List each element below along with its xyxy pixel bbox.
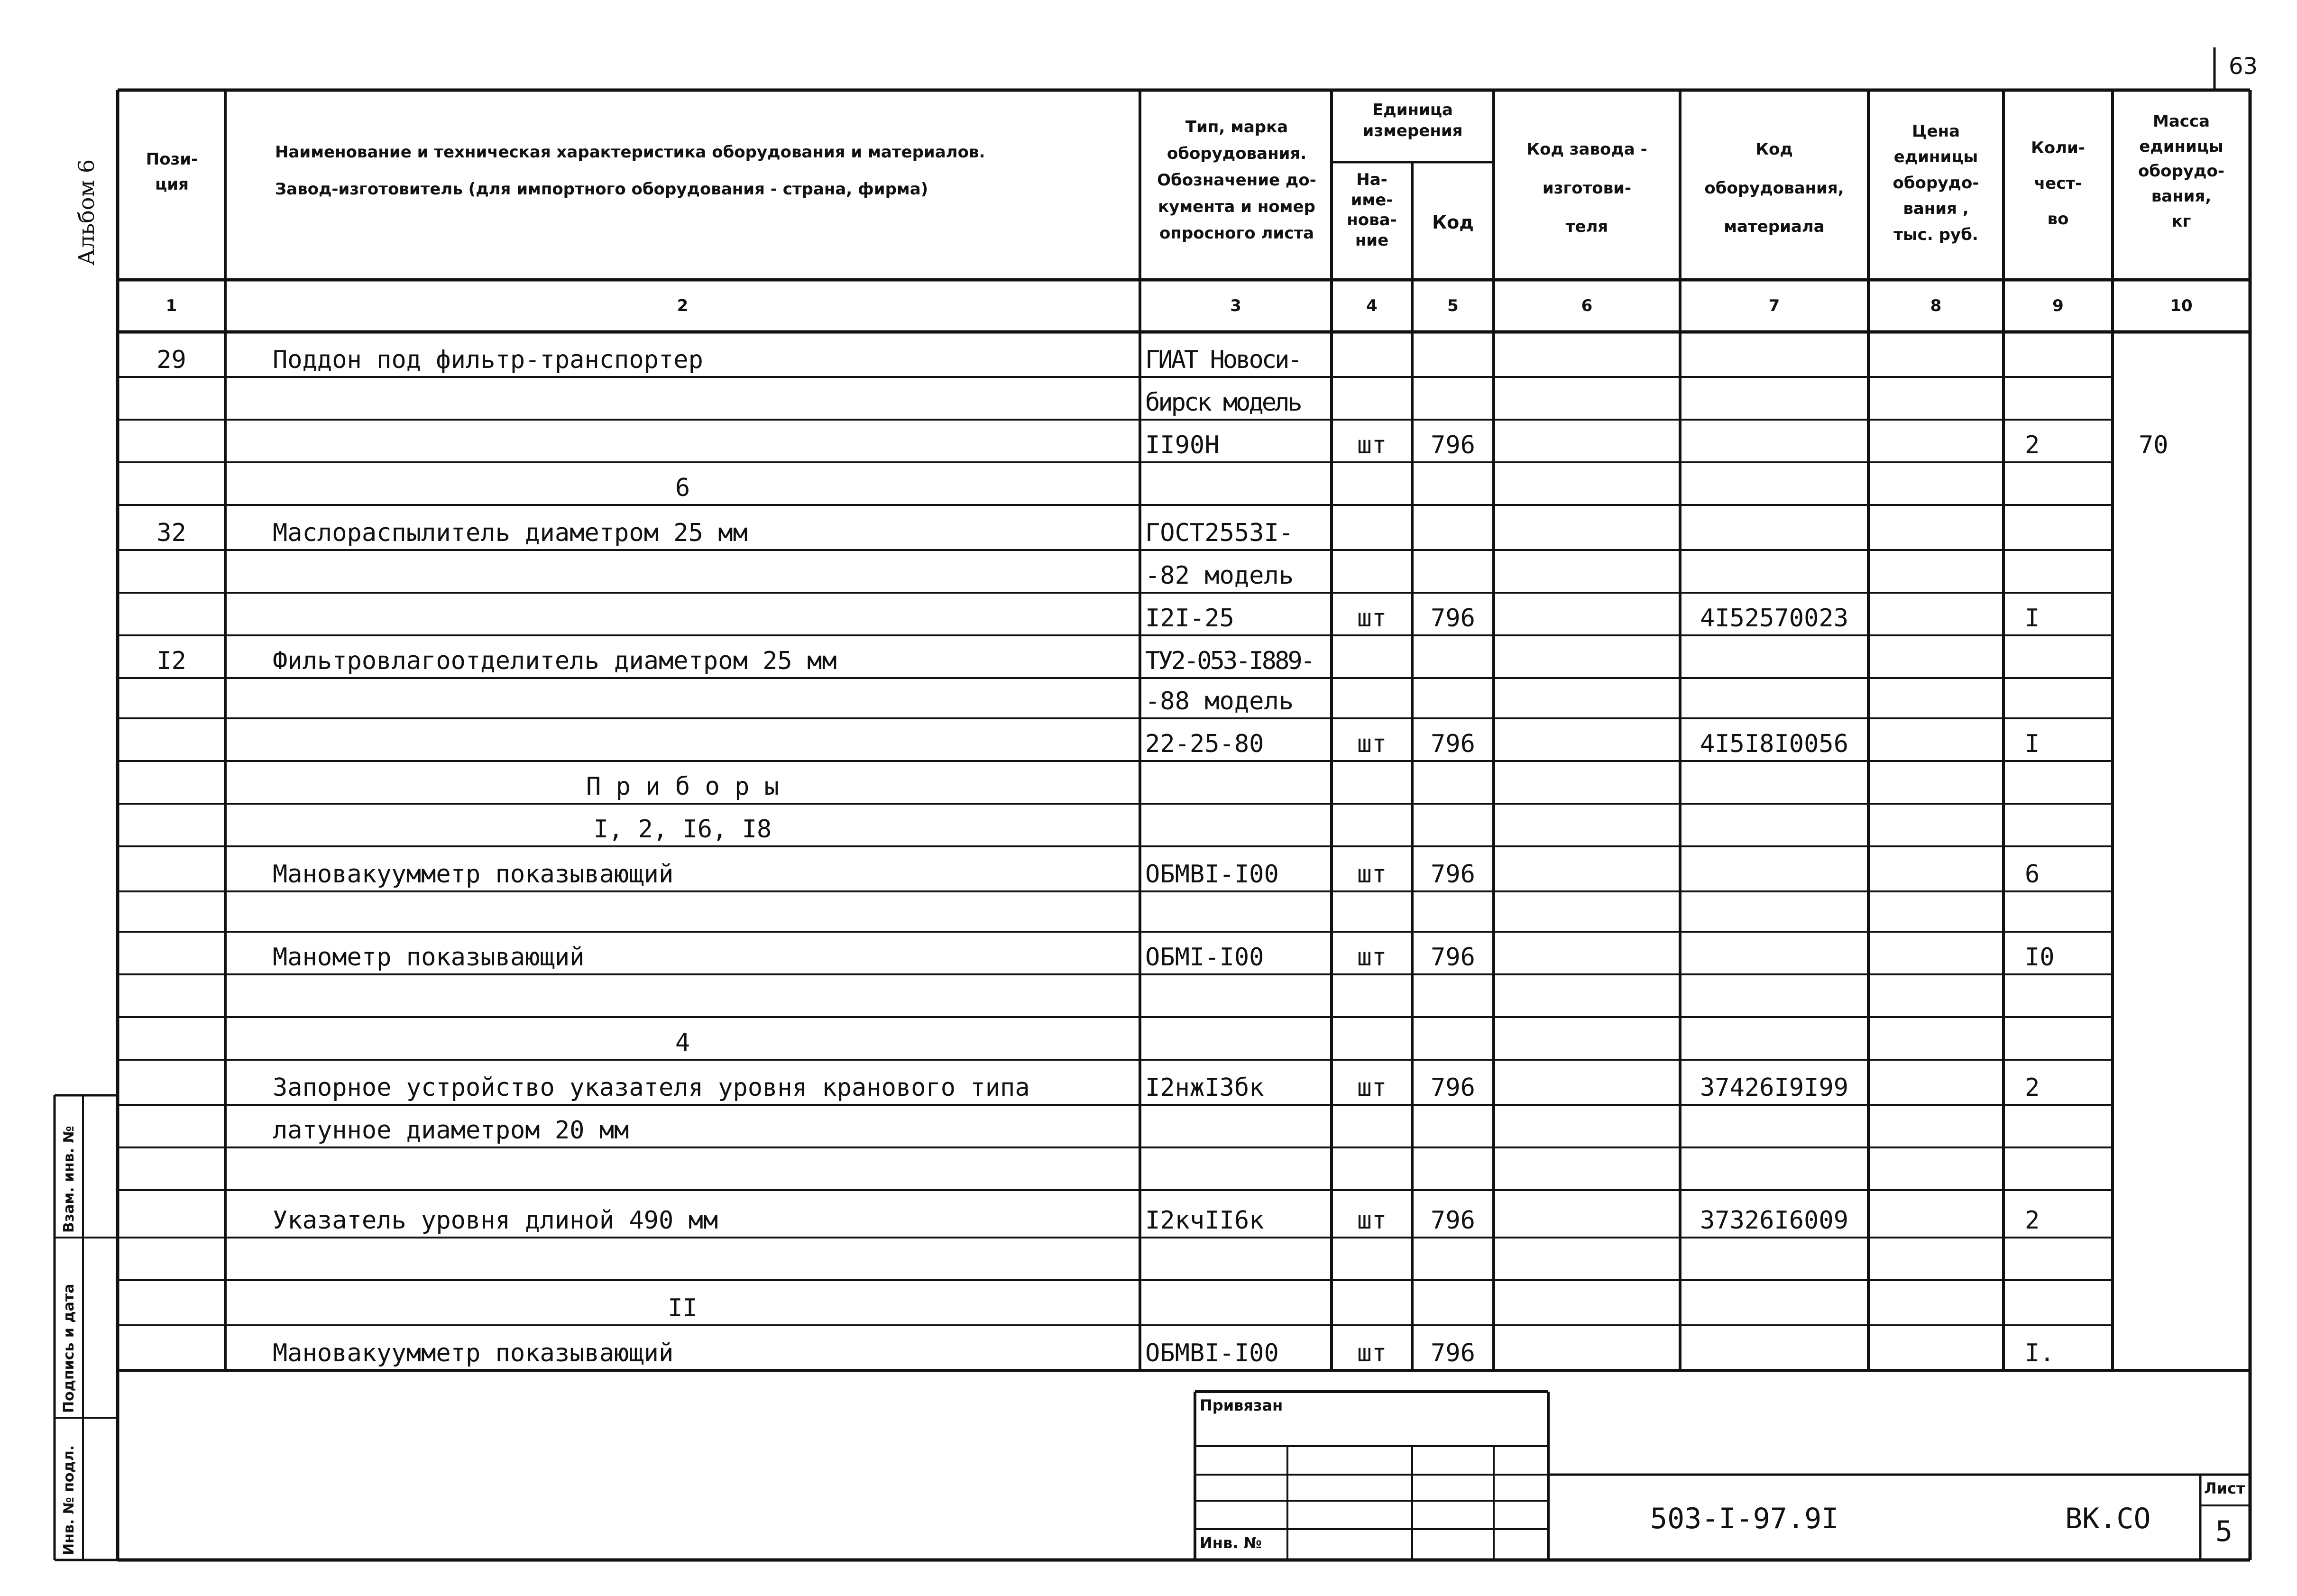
- name-cell: Указатель уровня длиной 490 мм: [273, 1206, 718, 1235]
- document-code: 503-I-97.9I: [1650, 1502, 1839, 1535]
- quantity-cell: I: [2025, 604, 2040, 633]
- unit-name-cell: шт: [1357, 1206, 1387, 1235]
- stamp-inv-original: Инв. № подл.: [61, 1445, 77, 1555]
- type-cell: ГОСТ2553I-: [1145, 519, 1294, 547]
- quantity-cell: I: [2025, 730, 2040, 758]
- unit-name-cell: шт: [1357, 1073, 1387, 1102]
- equipment-code-cell: 4I5I8I0056: [1700, 730, 1849, 758]
- name-cell: Маслораспылитель диаметром 25 мм: [273, 519, 748, 547]
- type-cell: бирск модель: [1145, 388, 1301, 417]
- quantity-cell: 6: [2025, 860, 2040, 889]
- header-equipment-code: Код оборудования, материала: [1704, 140, 1844, 237]
- name-cell: I, 2, I6, I8: [593, 815, 772, 844]
- name-cell: 4: [675, 1028, 690, 1057]
- unit-code-cell: 796: [1431, 1073, 1475, 1102]
- unit-code-cell: 796: [1431, 431, 1475, 459]
- page-number: 63: [2229, 53, 2258, 80]
- unit-code-cell: 796: [1431, 860, 1475, 889]
- header-mass: Масса единицы оборудо- вания, кг: [2138, 112, 2224, 231]
- unit-code-cell: 796: [1431, 943, 1475, 972]
- name-cell: 6: [675, 474, 690, 502]
- album-label: Альбом 6: [74, 159, 99, 266]
- type-cell: ОБМВI-I00: [1145, 1339, 1279, 1367]
- equipment-code-cell: 4I52570023: [1700, 604, 1849, 633]
- name-cell: Мановакуумметр показывающий: [273, 860, 674, 889]
- stamp-inv-replaced: Взам. инв. №: [61, 1126, 77, 1233]
- type-cell: I2нжI3бк: [1145, 1073, 1264, 1102]
- unit-code-cell: 796: [1431, 730, 1475, 758]
- header-name: Наименование и техническая характеристика оборудования и материалов. Завод-изготовитель (для импортного оборудования - страна, фирма): [275, 143, 985, 199]
- type-cell: 22-25-80: [1145, 730, 1264, 758]
- type-cell: I2I-25: [1145, 604, 1234, 633]
- inv-label: Инв. №: [1200, 1534, 1262, 1552]
- column-number: 9: [2052, 296, 2064, 315]
- document-mark: ВК.СО: [2065, 1502, 2151, 1535]
- mass-cell: 70: [2139, 431, 2168, 459]
- type-cell: ОБМВI-I00: [1145, 860, 1279, 889]
- header-position: Пози- ция: [146, 150, 198, 194]
- unit-name-cell: шт: [1357, 1339, 1387, 1367]
- column-number: 7: [1768, 296, 1780, 315]
- quantity-cell: 2: [2025, 1073, 2040, 1102]
- column-number: 5: [1447, 296, 1459, 315]
- unit-name-cell: шт: [1357, 943, 1387, 972]
- bound-label: Привязан: [1200, 1396, 1283, 1414]
- sheet-number: 5: [2215, 1515, 2233, 1548]
- position-cell: 29: [156, 346, 186, 374]
- position-cell: 32: [156, 519, 186, 547]
- header-quantity: Коли- чест- во: [2031, 138, 2085, 229]
- name-cell: Запорное устройство указателя уровня кранового типа: [273, 1073, 1030, 1102]
- column-number: 10: [2170, 296, 2193, 315]
- column-number: 3: [1230, 296, 1241, 315]
- unit-name-cell: шт: [1357, 431, 1387, 459]
- name-cell: Мановакуумметр показывающий: [273, 1339, 674, 1367]
- header-unit-name: На- име- нова- ние: [1347, 170, 1397, 250]
- quantity-cell: I0: [2025, 943, 2055, 972]
- quantity-cell: 2: [2025, 1206, 2040, 1235]
- name-cell: П р и б о р ы: [586, 772, 779, 801]
- type-cell: ОБМI-I00: [1145, 943, 1264, 972]
- type-cell: ТУ2-053-I889-: [1145, 647, 1314, 675]
- unit-code-cell: 796: [1431, 1206, 1475, 1235]
- quantity-cell: 2: [2025, 431, 2040, 459]
- header-type: Тип, марка оборудования. Обозначение до- кумента и номер опросного листа: [1157, 118, 1316, 243]
- unit-code-cell: 796: [1431, 1339, 1475, 1367]
- type-cell: -88 модель: [1145, 687, 1294, 715]
- column-number: 1: [165, 296, 177, 315]
- header-unit: Единица измерения: [1362, 101, 1463, 141]
- unit-code-cell: 796: [1431, 604, 1475, 633]
- type-cell: I2кчII6к: [1145, 1206, 1264, 1235]
- header-price: Цена единицы оборудо- вания , тыс. руб.: [1893, 122, 1979, 244]
- quantity-cell: I.: [2025, 1339, 2055, 1367]
- name-cell: Поддон под фильтр-транспортер: [273, 346, 703, 374]
- name-cell: латунное диаметром 20 мм: [273, 1116, 629, 1145]
- equipment-code-cell: 37326I6009: [1700, 1206, 1849, 1235]
- column-number: 6: [1581, 296, 1593, 315]
- equipment-code-cell: 37426I9I99: [1700, 1073, 1849, 1102]
- stamp-sign-date: Подпись и дата: [61, 1284, 77, 1413]
- name-cell: Фильтровлагоотделитель диаметром 25 мм: [273, 647, 837, 675]
- header-unit-code: Код: [1432, 212, 1474, 233]
- header-plant-code: Код завода - изготови- теля: [1526, 140, 1647, 237]
- sheet-label: Лист: [2204, 1479, 2245, 1497]
- unit-name-cell: шт: [1357, 604, 1387, 633]
- type-cell: -82 модель: [1145, 561, 1294, 590]
- column-number: 2: [677, 296, 689, 315]
- unit-name-cell: шт: [1357, 730, 1387, 758]
- type-cell: II90H: [1145, 431, 1220, 459]
- column-number: 8: [1930, 296, 1942, 315]
- name-cell: II: [668, 1294, 698, 1322]
- name-cell: Манометр показывающий: [273, 943, 585, 972]
- position-cell: I2: [156, 647, 186, 675]
- column-number: 4: [1366, 296, 1378, 315]
- type-cell: ГИАТ Новоси-: [1145, 346, 1301, 374]
- unit-name-cell: шт: [1357, 860, 1387, 889]
